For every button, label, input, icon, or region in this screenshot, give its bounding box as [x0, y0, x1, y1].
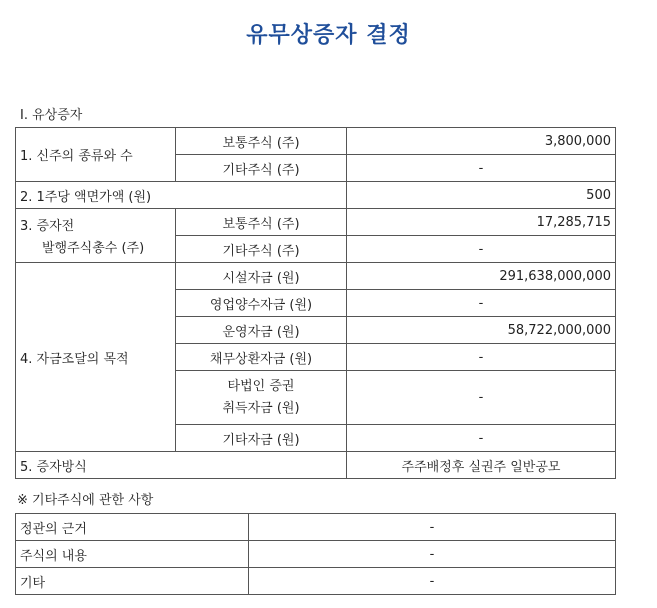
other-stock-table	[15, 513, 616, 595]
row1-other-value: -	[347, 155, 616, 182]
row4-debt-label: 채무상환자금 (원)	[176, 344, 347, 371]
row3-common-value: 17,285,715	[347, 209, 616, 236]
row2-value: 500	[347, 182, 616, 209]
table-row	[16, 568, 616, 595]
other-row-value: -	[249, 541, 616, 568]
row4-debt-value: -	[347, 344, 616, 371]
row4-etc-label: 기타자금 (원)	[176, 425, 347, 452]
row4-securities-label	[176, 371, 347, 425]
row1-label: 1. 신주의 종류와 수	[16, 128, 176, 182]
row1-common-label: 보통주식 (주)	[176, 128, 347, 155]
row4-securities-line1: 타법인 증권	[227, 378, 295, 394]
row4-securities-line2: 취득자금 (원)	[222, 400, 300, 416]
row4-facility-label: 시설자금 (원)	[176, 263, 347, 290]
row2-label: 2. 1주당 액면가액 (원)	[16, 182, 347, 209]
row4-securities-value: -	[347, 371, 616, 425]
page-title: 유무상증자 결정	[246, 23, 411, 48]
note-heading: ※ 기타주식에 관한 사항	[17, 493, 154, 508]
table-row	[16, 541, 616, 568]
row4-business-value: -	[347, 290, 616, 317]
row3-other-label: 기타주식 (주)	[176, 236, 347, 263]
row3-label	[16, 209, 176, 263]
row1-other-label: 기타주식 (주)	[176, 155, 347, 182]
section-heading: Ⅰ. 유상증자	[20, 108, 83, 123]
other-row-label: 기타	[16, 568, 249, 595]
other-row-value: -	[249, 568, 616, 595]
row5-label: 5. 증자방식	[16, 452, 347, 479]
other-row-value: -	[249, 514, 616, 541]
row3-other-value: -	[347, 236, 616, 263]
row4-operating-label: 운영자금 (원)	[176, 317, 347, 344]
row4-label: 4. 자금조달의 목적	[16, 263, 176, 452]
other-row-label: 주식의 내용	[16, 541, 249, 568]
row5-value: 주주배정후 실권주 일반공모	[347, 452, 616, 479]
capital-increase-table	[15, 127, 616, 479]
row4-etc-value: -	[347, 425, 616, 452]
row3-label-line2: 발행주식총수 (주)	[42, 241, 145, 256]
row3-label-line1: 3. 증자전	[20, 219, 75, 234]
table-row	[16, 514, 616, 541]
row1-common-value: 3,800,000	[347, 128, 616, 155]
other-row-label: 정관의 근거	[16, 514, 249, 541]
row4-operating-value: 58,722,000,000	[347, 317, 616, 344]
row3-common-label: 보통주식 (주)	[176, 209, 347, 236]
row4-business-label: 영업양수자금 (원)	[176, 290, 347, 317]
row4-facility-value: 291,638,000,000	[347, 263, 616, 290]
